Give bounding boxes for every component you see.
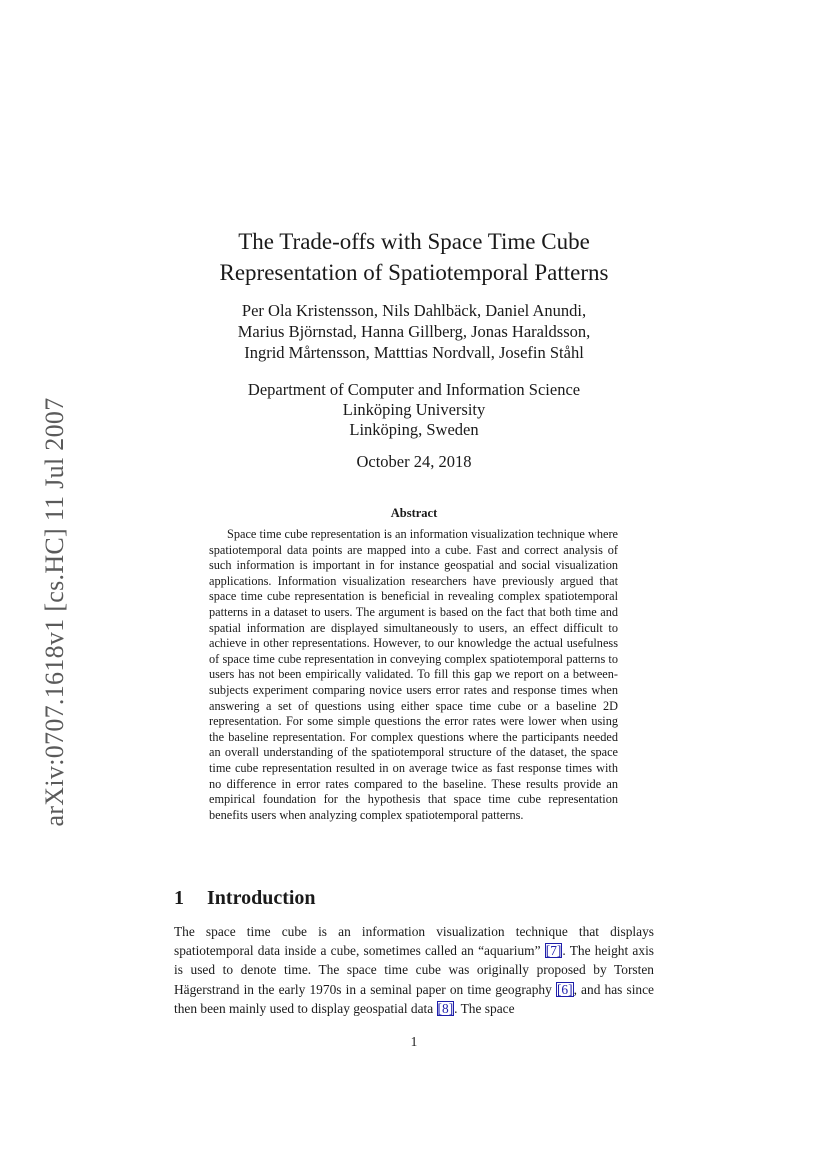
page-number: 1 (410, 1034, 418, 1049)
title-line-1: The Trade-offs with Space Time Cube (238, 229, 590, 254)
author-line-2: Marius Björnstad, Hanna Gillberg, Jonas Haraldsson, (237, 322, 591, 341)
affiliation (174, 380, 654, 440)
section-heading-introduction (174, 885, 654, 911)
affiliation-department: Department of Computer and Information Science (247, 380, 581, 399)
author-list (174, 300, 654, 363)
paper-title (174, 226, 654, 288)
author-line-1: Per Ola Kristensson, Nils Dahlbäck, Daniel Anundi, (241, 301, 587, 320)
arxiv-identifier: arXiv:0707.1618v1 [cs.HC] 11 Jul 2007 (40, 397, 69, 827)
section-title: Introduction (207, 887, 316, 909)
paper-date: October 24, 2018 (356, 452, 472, 471)
citation-link-8[interactable]: [8] (437, 1000, 454, 1016)
affiliation-university: Linköping University (342, 400, 486, 419)
citation-link-7[interactable]: [7] (545, 943, 562, 959)
intro-text-4: . The space (454, 1000, 515, 1016)
citation-link-6[interactable]: [6] (556, 981, 573, 997)
section-number: 1 (174, 887, 184, 909)
intro-text-2: . The height axis is used to denote time. The space time cube was originally proposed by Torsten Hägerstrand in the early 1970s in a seminal paper on time geography (174, 943, 654, 997)
intro-text-3: , and has since then been mainly used to display geospatial data (174, 981, 655, 1016)
intro-text-1: The space time cube is an information visualization technique that displays spatiotemporal data inside a cube, sometimes called an “aquarium” (174, 924, 654, 959)
abstract-heading: Abstract (390, 506, 438, 520)
abstract-text: Space time cube representation is an information visualization technique where spatiotemporal data points are mapped into a cube. Fast and correct analysis of such information is important in for instance geospatial and social visualization applications. Information visualization researchers have previously argued that space time cube representation is beneficial in revealing complex spatiotemporal patterns in a dataset to users. The argument is based on the fact that both time and spatial information are displayed simultaneously to users, an effect difficult to achieve in other representations. However, to our knowledge the actual usefulness of space time cube representation in conveying complex spatiotemporal patterns to users has not been empirically validated. To fill this gap we report on a between-subjects experiment comparing novice users error rates and response times when answering a set of questions using either space time cube or a baseline 2D representation. For some simple questions the error rates were lower when using the baseline representation. For complex questions where the participants needed an overall understanding of the spatiotemporal structure of the dataset, the space time cube representation resulted in on average twice as fast response times with no difference in error rates compared to the baseline. These results provide an empirical foundation for the hypothesis that space time cube representation benefits users when analyzing complex spatiotemporal patterns. (209, 527, 618, 822)
author-line-3: Ingrid Mårtensson, Matttias Nordvall, Josefin Ståhl (244, 343, 584, 362)
title-line-2: Representation of Spatiotemporal Patterns (219, 260, 609, 285)
affiliation-location: Linköping, Sweden (349, 420, 479, 439)
introduction-paragraph (174, 922, 654, 1018)
